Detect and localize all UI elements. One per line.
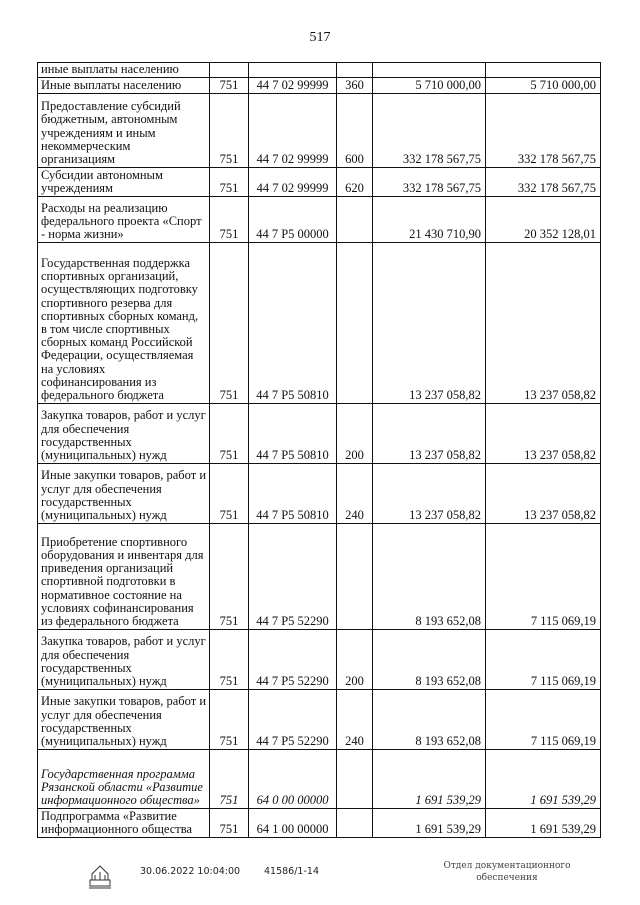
row-ministry-code: 751	[210, 168, 249, 197]
coat-of-arms-icon	[88, 864, 112, 893]
row-expense-type	[337, 809, 373, 838]
row-amount-2	[486, 63, 601, 78]
row-expense-type	[337, 197, 373, 243]
row-amount-2: 7 115 069,19	[486, 630, 601, 690]
row-ministry-code	[210, 63, 249, 78]
row-amount-1: 5 710 000,00	[373, 78, 486, 94]
row-amount-1: 8 193 652,08	[373, 690, 486, 750]
row-expense-type: 600	[337, 94, 373, 168]
row-amount-1	[373, 63, 486, 78]
row-amount-1: 1 691 539,29	[373, 809, 486, 838]
table-row	[38, 750, 601, 809]
row-ministry-code: 751	[210, 404, 249, 464]
row-name: Иные закупки товаров, работ и услуг для обеспечения государственных (муниципальных) нужд	[38, 690, 210, 750]
row-target-article: 44 7 02 99999	[249, 94, 337, 168]
row-expense-type: 200	[337, 630, 373, 690]
stamp-line-1: Отдел документационного	[443, 861, 571, 871]
row-amount-1: 332 178 567,75	[373, 168, 486, 197]
row-expense-type	[337, 750, 373, 809]
row-name: иные выплаты населению	[38, 63, 210, 78]
row-target-article: 64 0 00 00000	[249, 750, 337, 809]
row-name: Приобретение спортивного оборудования и инвентаря для приведения организаций спортивной подготовки в нормативное состояние на условиях софинансирования из федерального бюджета	[38, 524, 210, 630]
row-expense-type: 240	[337, 464, 373, 524]
row-amount-2: 13 237 058,82	[486, 243, 601, 404]
row-amount-2: 20 352 128,01	[486, 197, 601, 243]
row-ministry-code: 751	[210, 809, 249, 838]
row-amount-2: 7 115 069,19	[486, 690, 601, 750]
row-target-article: 44 7 Р5 50810	[249, 243, 337, 404]
table-row	[38, 690, 601, 750]
row-expense-type	[337, 243, 373, 404]
table-row	[38, 404, 601, 464]
row-target-article: 44 7 Р5 52290	[249, 690, 337, 750]
row-target-article: 44 7 Р5 52290	[249, 524, 337, 630]
stamp-line-2: обеспечения	[476, 873, 538, 883]
footer-document-number: 41586/1-14	[264, 866, 319, 877]
row-name: Иные закупки товаров, работ и услуг для обеспечения государственных (муниципальных) нужд	[38, 464, 210, 524]
table-row	[38, 630, 601, 690]
row-target-article: 64 1 00 00000	[249, 809, 337, 838]
row-amount-2: 332 178 567,75	[486, 168, 601, 197]
table-row	[38, 78, 601, 94]
row-amount-1: 8 193 652,08	[373, 630, 486, 690]
table-row	[38, 94, 601, 168]
row-expense-type	[337, 524, 373, 630]
row-name: Закупка товаров, работ и услуг для обеспечения государственных (муниципальных) нужд	[38, 630, 210, 690]
row-ministry-code: 751	[210, 243, 249, 404]
row-amount-1: 332 178 567,75	[373, 94, 486, 168]
row-amount-1: 21 430 710,90	[373, 197, 486, 243]
row-ministry-code: 751	[210, 690, 249, 750]
budget-table-body	[38, 63, 601, 838]
row-amount-1: 13 237 058,82	[373, 464, 486, 524]
row-ministry-code: 751	[210, 197, 249, 243]
table-row	[38, 243, 601, 404]
page-footer	[0, 858, 640, 898]
table-row	[38, 197, 601, 243]
row-name: Предоставление субсидий бюджетным, автономным учреждениям и иным некоммерческим организациям	[38, 94, 210, 168]
row-name: Субсидии автономным учреждениям	[38, 168, 210, 197]
row-amount-1: 13 237 058,82	[373, 404, 486, 464]
row-name: Закупка товаров, работ и услуг для обеспечения государственных (муниципальных) нужд	[38, 404, 210, 464]
row-target-article: 44 7 Р5 50810	[249, 404, 337, 464]
row-amount-2: 5 710 000,00	[486, 78, 601, 94]
row-target-article: 44 7 02 99999	[249, 78, 337, 94]
row-ministry-code: 751	[210, 464, 249, 524]
row-ministry-code: 751	[210, 78, 249, 94]
budget-table	[37, 62, 601, 838]
row-amount-1: 8 193 652,08	[373, 524, 486, 630]
table-row	[38, 63, 601, 78]
row-name: Подпрограмма «Развитие информационного общества	[38, 809, 210, 838]
row-target-article	[249, 63, 337, 78]
row-ministry-code: 751	[210, 524, 249, 630]
table-row	[38, 464, 601, 524]
row-target-article: 44 7 Р5 00000	[249, 197, 337, 243]
row-amount-2: 13 237 058,82	[486, 404, 601, 464]
row-expense-type	[337, 63, 373, 78]
row-expense-type: 360	[337, 78, 373, 94]
row-expense-type: 620	[337, 168, 373, 197]
row-amount-2: 13 237 058,82	[486, 464, 601, 524]
row-expense-type: 240	[337, 690, 373, 750]
row-name: Иные выплаты населению	[38, 78, 210, 94]
row-name: Государственная программа Рязанской области «Развитие информационного общества»	[38, 750, 210, 809]
row-ministry-code: 751	[210, 630, 249, 690]
table-row	[38, 524, 601, 630]
row-target-article: 44 7 02 99999	[249, 168, 337, 197]
footer-date: 30.06.2022 10:04:00	[140, 866, 241, 877]
page-number: 517	[309, 30, 331, 45]
row-name: Государственная поддержка спортивных организаций, осуществляющих подготовку спортивного резерва для спортивных сборных команд, в том числе спортивных сборных команд Российской Федерации, осуществляемая на условиях софинансирования из федерального бюджета	[38, 243, 210, 404]
row-amount-2: 332 178 567,75	[486, 94, 601, 168]
row-ministry-code: 751	[210, 750, 249, 809]
row-name: Расходы на реализацию федерального проекта «Спорт - норма жизни»	[38, 197, 210, 243]
department-stamp	[432, 860, 582, 884]
row-ministry-code: 751	[210, 94, 249, 168]
row-amount-2: 1 691 539,29	[486, 809, 601, 838]
row-expense-type: 200	[337, 404, 373, 464]
row-amount-2: 7 115 069,19	[486, 524, 601, 630]
row-target-article: 44 7 Р5 52290	[249, 630, 337, 690]
table-row	[38, 168, 601, 197]
row-amount-1: 1 691 539,29	[373, 750, 486, 809]
table-row	[38, 809, 601, 838]
row-target-article: 44 7 Р5 50810	[249, 464, 337, 524]
row-amount-2: 1 691 539,29	[486, 750, 601, 809]
row-amount-1: 13 237 058,82	[373, 243, 486, 404]
